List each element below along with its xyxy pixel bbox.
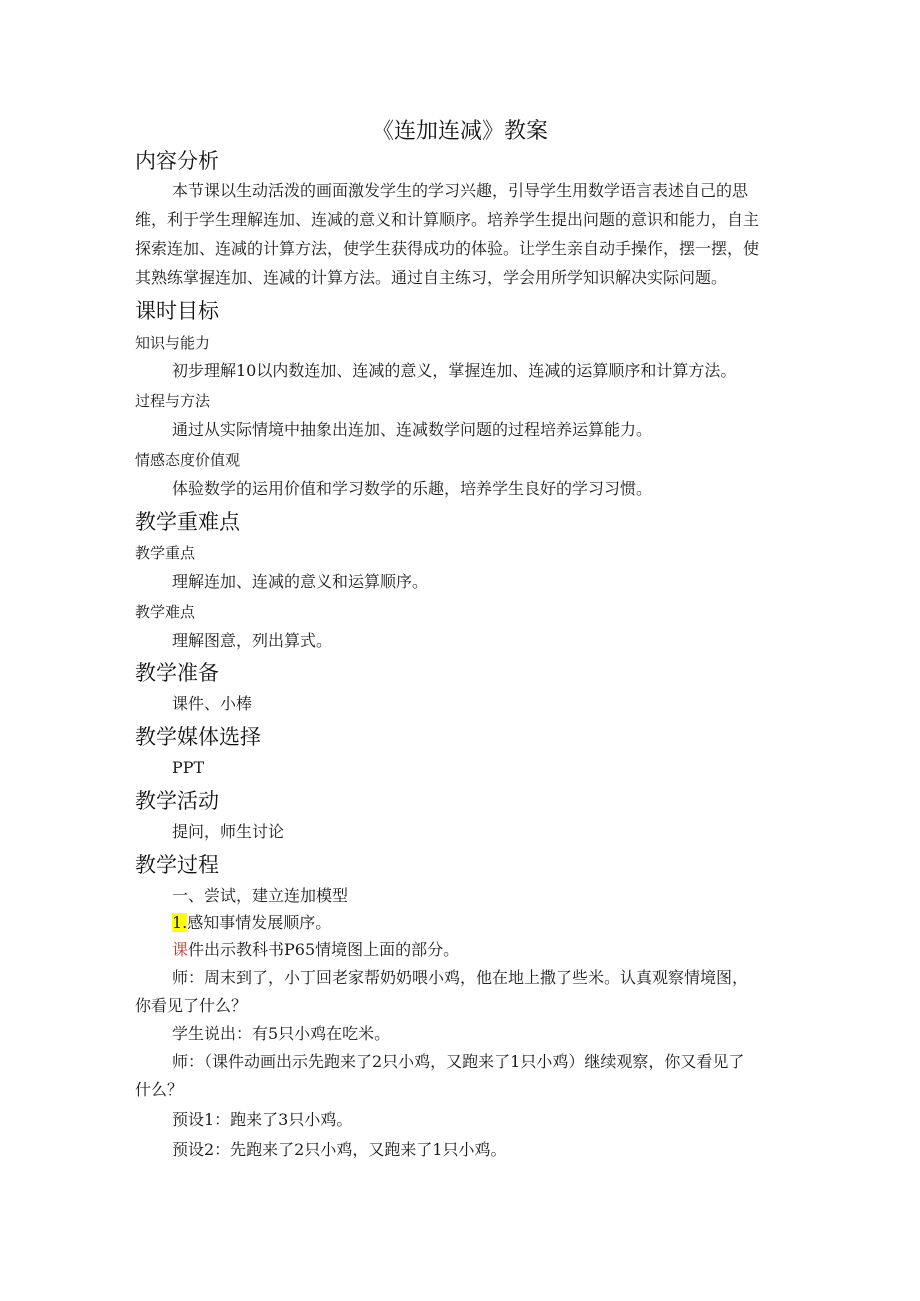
heading-media: 教学媒体选择 [135,725,261,749]
heading-preparation: 教学准备 [135,661,219,685]
preparation-text: 课件、小棒 [172,694,253,713]
key-difficulty-text: 理解图意，列出算式。 [172,631,333,650]
activity-text: 提问，师生讨论 [172,822,285,841]
heading-process: 教学过程 [135,853,219,877]
teacher-line-2a: 师：（课件动画出示先跑来了2只小鸡，又跑来了1只小鸡）继续观察，你又看见了 [172,1052,745,1071]
item-text: 感知事情发展顺序。 [187,913,332,932]
content-analysis-line-1: 本节课以生动活泼的画面激发学生的学习兴趣，引导学生用数学语言表述自己的思 [172,181,749,200]
document-title: 《连加连减》教案 [371,119,548,144]
process-item-1 [172,913,331,933]
teacher-line-1b: 你看见了什么？ [135,996,248,1015]
preset-2: 预设2：先跑来了2只小鸡，又跑来了1只小鸡。 [172,1140,507,1159]
student-says: 学生说出：有5只小鸡在吃米。 [172,1024,391,1043]
heading-content-analysis: 内容分析 [135,149,219,173]
teacher-line-1a: 师：周末到了，小丁回老家帮奶奶喂小鸡，他在地上撒了些米。认真观察情境图， [172,968,749,987]
objective-process-label: 过程与方法 [135,392,211,410]
teacher-line-2b: 什么？ [135,1080,184,1099]
key-difficulty-label: 教学难点 [135,603,196,621]
objective-process-text: 通过从实际情境中抽象出连加、连减数学问题的过程培养运算能力。 [172,420,653,439]
objective-knowledge-label: 知识与能力 [135,334,211,352]
process-courseware [172,940,459,960]
preset-1: 预设1：跑来了3只小鸡。 [172,1110,353,1129]
content-analysis-line-4: 其熟练掌握连加、连减的计算方法。通过自主练习，学会用所学知识解决实际问题。 [135,268,728,287]
courseware-rest: 件出示教科书P65情境图上面的部分。 [188,940,460,959]
key-focus-text: 理解连加、连减的意义和运算顺序。 [172,572,429,591]
objective-attitude-label: 情感态度价值观 [135,451,241,469]
item-number-highlight: 1. [172,913,188,932]
process-step-one: 一、尝试，建立连加模型 [172,886,349,905]
objective-knowledge-text: 初步理解10以内数连加、连减的意义，掌握连加、连减的运算顺序和计算方法。 [172,361,737,380]
content-analysis-line-3: 探索连加、连减的计算方法，使学生获得成功的体验。让学生亲自动手操作，摆一摆，使 [135,239,760,258]
content-analysis-line-2: 维，利于学生理解连加、连减的意义和计算顺序。培养学生提出问题的意识和能力，自主 [135,210,760,229]
key-focus-label: 教学重点 [135,544,196,562]
courseware-char: 课 [172,940,189,959]
heading-objectives: 课时目标 [135,299,219,323]
heading-key-points: 教学重难点 [135,510,240,534]
heading-activity: 教学活动 [135,789,219,813]
media-text: PPT [172,758,205,777]
objective-attitude-text: 体验数学的运用价值和学习数学的乐趣，培养学生良好的学习习惯。 [172,479,653,498]
